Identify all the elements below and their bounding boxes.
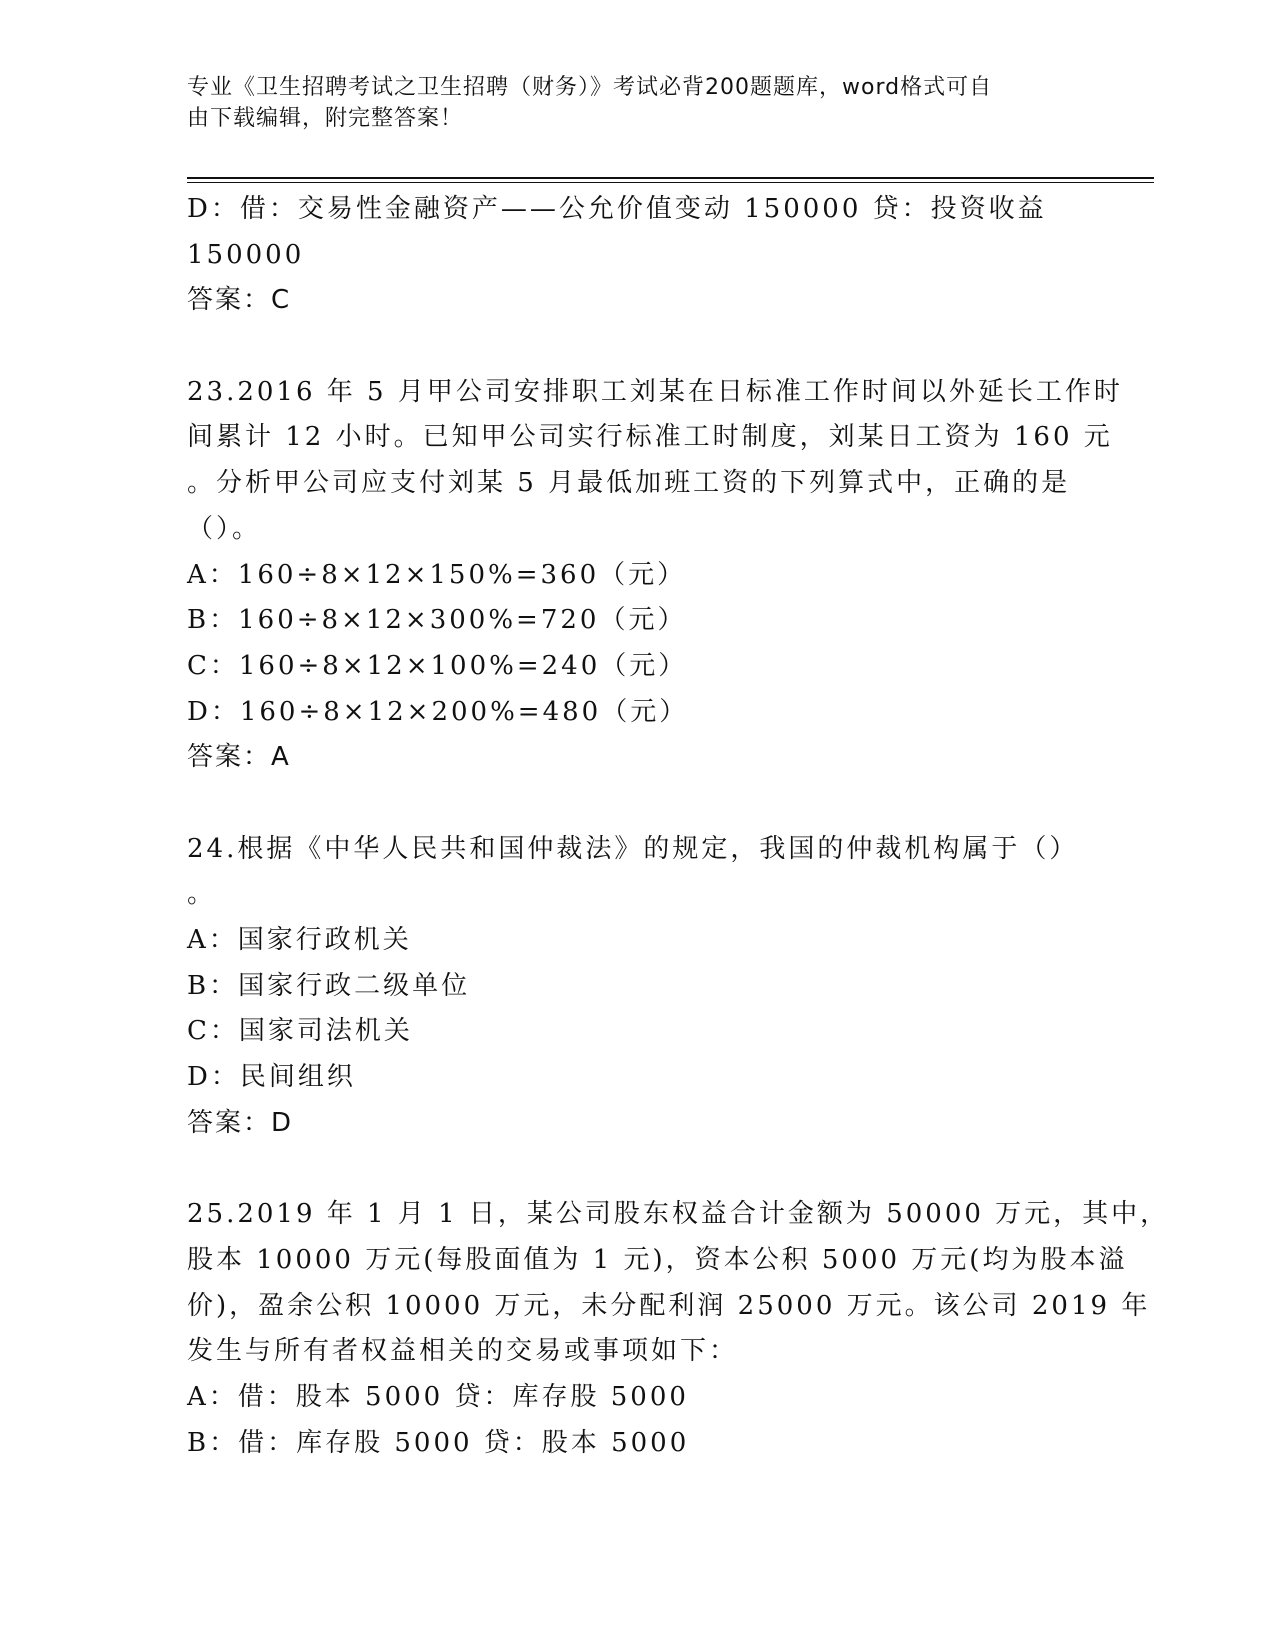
q24-stem-line-2: 。 — [187, 879, 217, 910]
q25-stem-line-2: 股本 10000 万元(每股面值为 1 元)，资本公积 5000 万元(均为股本溢 — [187, 1244, 1128, 1275]
q24-option-c: C：国家司法机关 — [187, 1016, 413, 1047]
question-22-fragment — [187, 187, 1087, 324]
q22-option-d-line-1: D：借：交易性金融资产——公允价值变动 150000 贷：投资收益 — [187, 194, 1047, 224]
q24-option-d: D：民间组织 — [187, 1062, 356, 1093]
q23-option-b: B：160÷8×12×300%=720（元） — [187, 605, 687, 636]
question-24 — [187, 827, 1087, 1147]
q25-option-a: A：借：股本 5000 贷：库存股 5000 — [187, 1381, 689, 1412]
spacer — [187, 324, 1087, 370]
q23-stem-line-2: 间累计 12 小时。已知甲公司实行标准工时制度，刘某日工资为 160 元 — [187, 422, 1113, 453]
document-header — [187, 72, 1087, 134]
spacer — [187, 781, 1087, 827]
q23-stem-line-4: （）。 — [187, 513, 262, 544]
question-25 — [187, 1192, 1170, 1466]
q24-stem-line-1: 24.根据《中华人民共和国仲裁法》的规定，我国的仲裁机构属于（） — [187, 833, 1079, 864]
q22-option-d-line-2: 150000 — [187, 239, 305, 270]
q23-stem-line-3: 。分析甲公司应支付刘某 5 月最低加班工资的下列算式中，正确的是 — [187, 468, 1071, 499]
document-body — [187, 187, 1170, 1466]
header-line-2: 由下载编辑，附完整答案！ — [187, 106, 464, 131]
q25-stem-line-1: 25.2019 年 1 月 1 日，某公司股东权益合计金额为 50000 万元，其中， — [187, 1199, 1170, 1230]
q23-option-c: C：160÷8×12×100%=240（元） — [187, 650, 688, 681]
q25-stem-line-3: 价)，盈余公积 10000 万元，未分配利润 25000 万元。该公司 2019 年 — [187, 1290, 1151, 1321]
q24-option-b: B：国家行政二级单位 — [187, 970, 471, 1001]
spacer — [187, 1146, 1087, 1192]
q25-stem-line-4: 发生与所有者权益相关的交易或事项如下： — [187, 1336, 739, 1367]
header-line-1: 专业《卫生招聘考试之卫生招聘（财务）》考试必背200题题库，word格式可自 — [187, 75, 993, 100]
q23-answer: 答案：A — [187, 742, 291, 773]
q24-option-a: A：国家行政机关 — [187, 925, 412, 955]
q23-option-a: A：160÷8×12×150%=360（元） — [187, 559, 687, 590]
q24-answer: 答案：D — [187, 1107, 294, 1138]
q23-option-d: D：160÷8×12×200%=480（元） — [187, 696, 689, 727]
q25-option-b: B：借：库存股 5000 贷：股本 5000 — [187, 1427, 690, 1458]
question-23 — [187, 370, 1123, 781]
header-rule-thin — [187, 182, 1154, 183]
q23-stem-line-1: 23.2016 年 5 月甲公司安排职工刘某在日标准工作时间以外延长工作时 — [187, 376, 1123, 407]
header-rule-thick — [187, 177, 1154, 179]
q22-answer: 答案：C — [187, 285, 292, 316]
